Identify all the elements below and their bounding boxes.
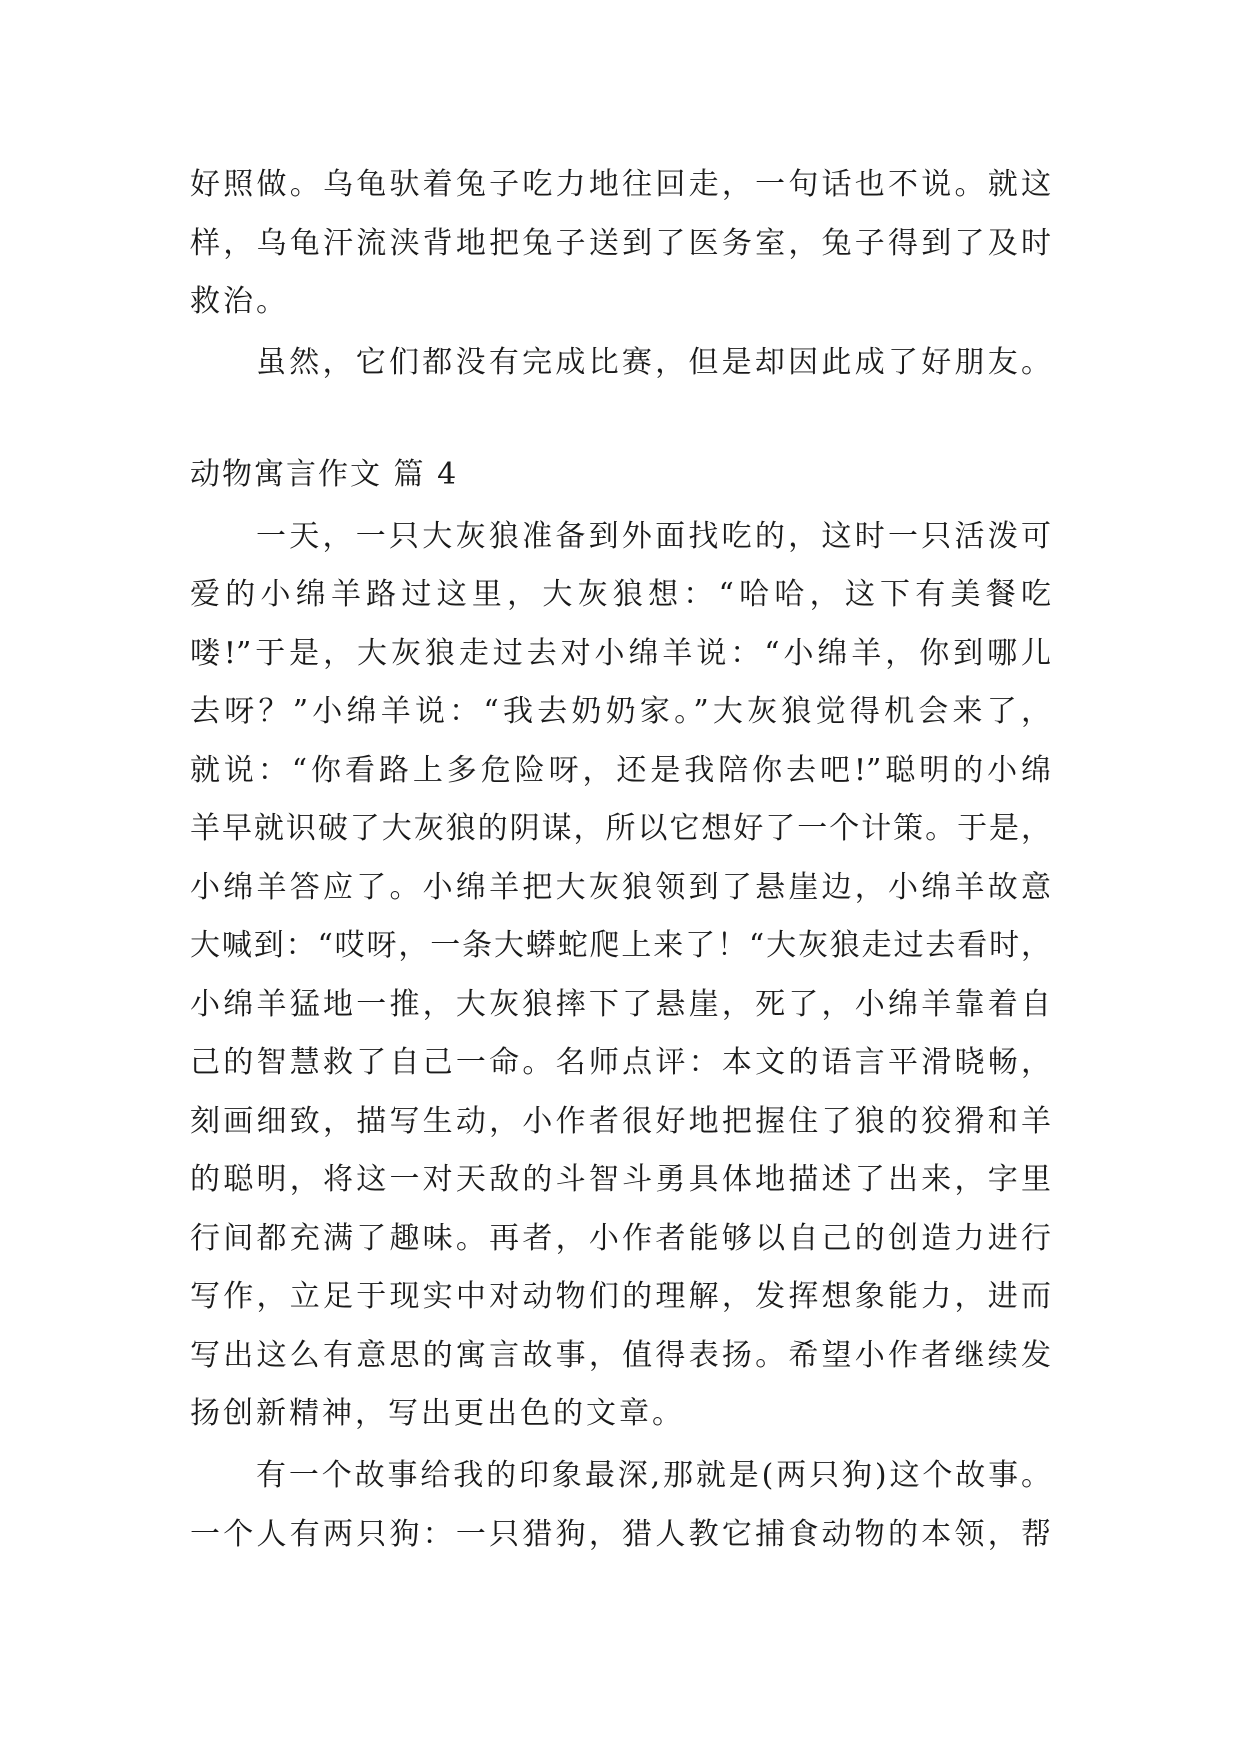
text-line: 己的智慧救了自己一命。名师点评：本文的语言平滑晓畅， <box>190 1045 1051 1080</box>
text-line: 羊早就识破了大灰狼的阴谋，所以它想好了一个计策。于是， <box>190 811 1051 846</box>
text-line: 就说：“你看路上多危险呀，还是我陪你去吧!”聪明的小绵 <box>190 753 1051 788</box>
text-line: 的聪明，将这一对天敌的斗智斗勇具体地描述了出来，字里 <box>190 1162 1051 1197</box>
text-line: 行间都充满了趣味。再者，小作者能够以自己的创造力进行 <box>190 1221 1051 1256</box>
text-line: 好照做。乌龟驮着兔子吃力地往回走，一句话也不说。就这 <box>190 167 1051 202</box>
text-line: 有一个故事给我的印象最深,那就是(两只狗)这个故事。 <box>256 1458 1051 1493</box>
text-line: 一个人有两只狗：一只猎狗，猎人教它捕食动物的本领，帮 <box>190 1517 1051 1552</box>
text-line: 扬创新精神，写出更出色的文章。 <box>190 1396 685 1431</box>
text-line: 小绵羊猛地一推，大灰狼摔下了悬崖，死了，小绵羊靠着自 <box>190 987 1051 1022</box>
text-line: 虽然，它们都没有完成比赛，但是却因此成了好朋友。 <box>256 345 1051 380</box>
text-line: 样，乌龟汗流浃背地把兔子送到了医务室，兔子得到了及时 <box>190 226 1051 261</box>
text-line: 爱的小绵羊路过这里，大灰狼想：“哈哈，这下有美餐吃 <box>190 577 1051 612</box>
section-heading: 动物寓言作文 篇 4 <box>190 457 459 492</box>
text-line: 喽!”于是，大灰狼走过去对小绵羊说：“小绵羊，你到哪儿 <box>190 636 1051 671</box>
text-line: 一天，一只大灰狼准备到外面找吃的，这时一只活泼可 <box>256 519 1051 554</box>
text-line: 小绵羊答应了。小绵羊把大灰狼领到了悬崖边，小绵羊故意 <box>190 870 1051 905</box>
text-line: 刻画细致，描写生动，小作者很好地把握住了狼的狡猾和羊 <box>190 1104 1051 1139</box>
text-line: 去呀？”小绵羊说：“我去奶奶家。”大灰狼觉得机会来了， <box>190 694 1051 729</box>
text-line: 写出这么有意思的寓言故事，值得表扬。希望小作者继续发 <box>190 1338 1051 1373</box>
text-line: 写作，立足于现实中对动物们的理解，发挥想象能力，进而 <box>190 1279 1051 1314</box>
text-line: 大喊到：“哎呀，一条大蟒蛇爬上来了！“大灰狼走过去看时， <box>190 928 1051 963</box>
text-line: 救治。 <box>190 284 289 319</box>
